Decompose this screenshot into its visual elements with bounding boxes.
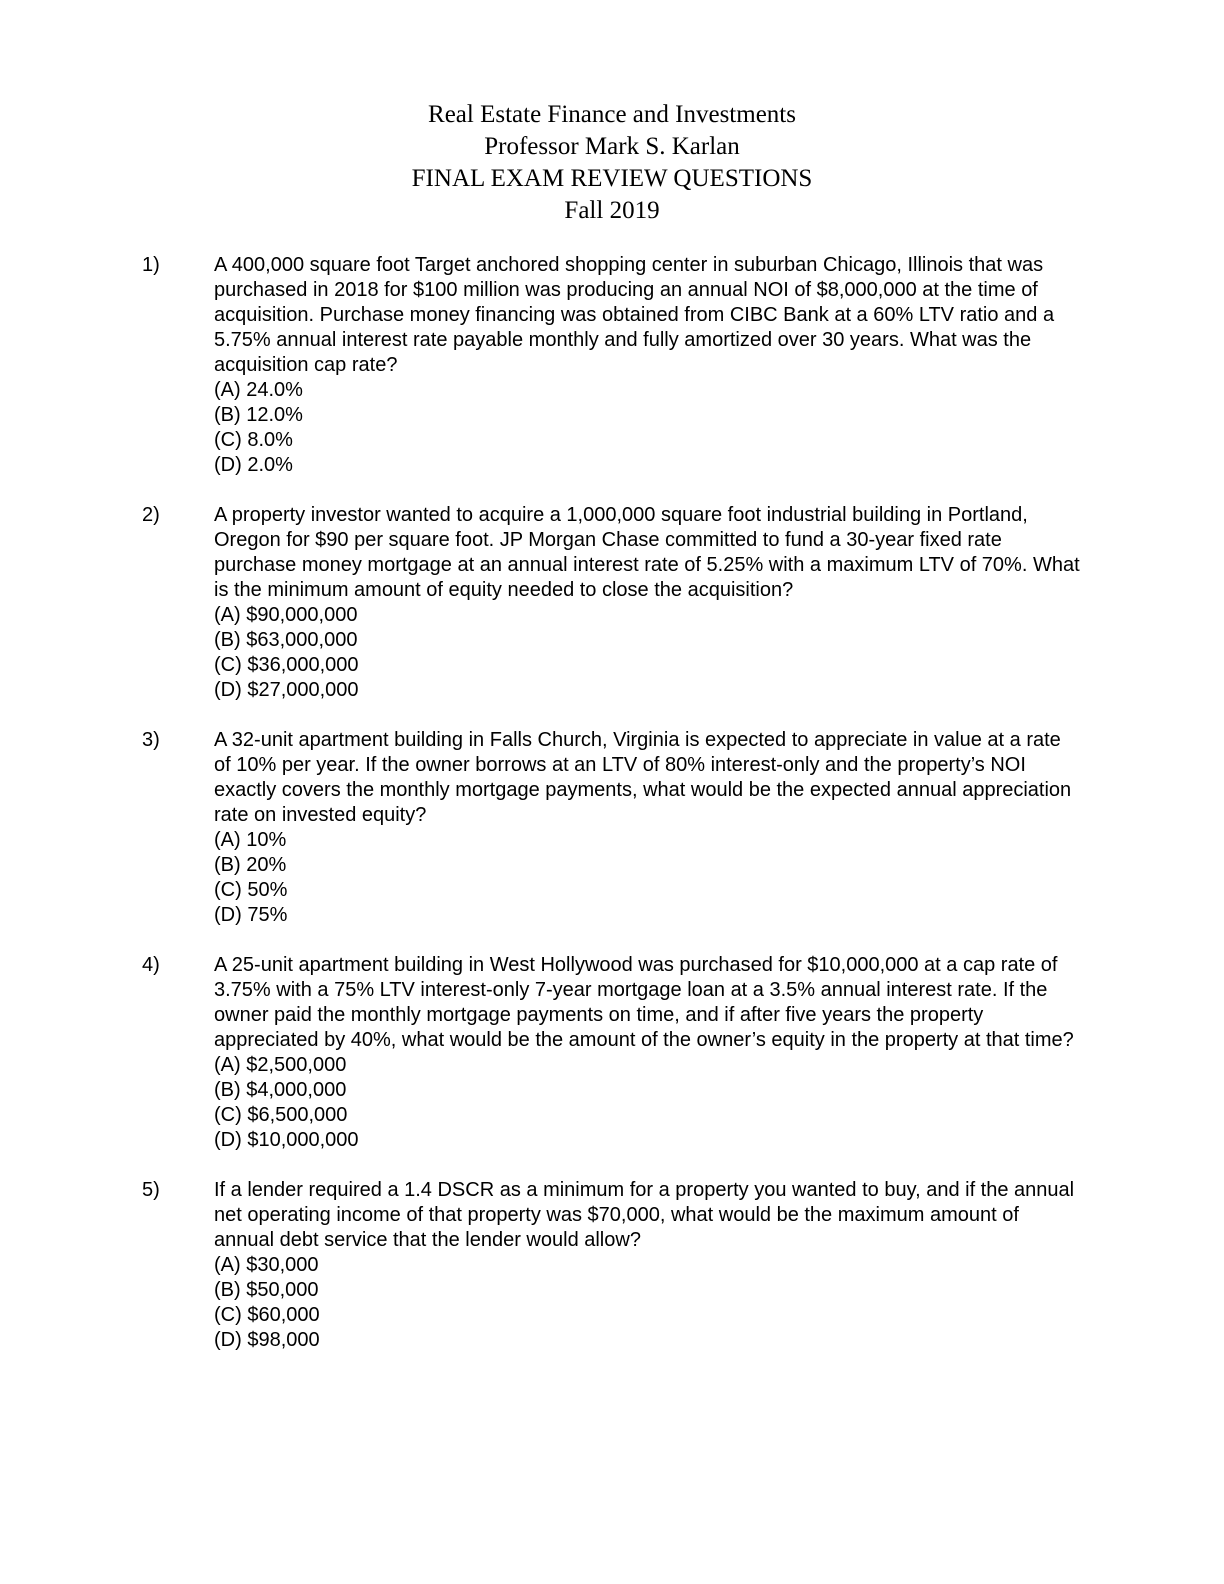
option-a: (A) $90,000,000	[214, 604, 358, 626]
professor-name: Professor Mark S. Karlan	[484, 133, 740, 160]
question-2	[142, 503, 1082, 703]
question-5	[142, 1178, 1082, 1353]
question-number: 3)	[142, 729, 160, 751]
question-3	[142, 728, 1082, 928]
question-number: 4)	[142, 954, 160, 976]
option-d: (D) $98,000	[214, 1329, 320, 1351]
option-d: (D) $27,000,000	[214, 679, 359, 701]
option-d: (D) 2.0%	[214, 454, 293, 476]
question-text: A 400,000 square foot Target anchored shopping center in suburban Chicago, Illinois that was purchased in 2018 for $100 million was producing an annual NOI of $8,000,000 at the time of acquisition. Purchase money financing was obtained from CIBC Bank at a 60% LTV ratio and a 5.75% annual interest rate payable monthly and fully amortized over 30 years. What was the acquisition cap rate?	[214, 254, 1055, 376]
question-1	[142, 253, 1082, 478]
question-body	[214, 728, 1082, 928]
option-b: (B) $4,000,000	[214, 1079, 347, 1101]
term: Fall 2019	[564, 197, 660, 224]
option-a: (A) 10%	[214, 829, 287, 851]
document-title: FINAL EXAM REVIEW QUESTIONS	[411, 165, 813, 192]
option-c: (C) 50%	[214, 879, 288, 901]
course-title: Real Estate Finance and Investments	[428, 101, 796, 128]
question-body	[214, 503, 1082, 703]
question-number: 1)	[142, 254, 160, 276]
question-number: 5)	[142, 1179, 160, 1201]
option-a: (A) 24.0%	[214, 379, 303, 401]
question-body	[214, 953, 1082, 1153]
option-b: (B) $50,000	[214, 1279, 319, 1301]
option-d: (D) 75%	[214, 904, 288, 926]
option-c: (C) $6,500,000	[214, 1104, 348, 1126]
document-header	[0, 99, 1224, 227]
question-list	[142, 253, 1082, 1378]
question-text: A 25-unit apartment building in West Hollywood was purchased for $10,000,000 at a cap rate of 3.75% with a 75% LTV interest-only 7-year mortgage loan at a 3.5% annual interest rate. If the owner paid the monthly mortgage payments on time, and if after five years the property appreciated by 40%, what would be the amount of the owner’s equity in the property at that time?	[214, 954, 1074, 1051]
option-a: (A) $2,500,000	[214, 1054, 347, 1076]
question-body	[214, 253, 1082, 478]
question-number: 2)	[142, 504, 160, 526]
question-body	[214, 1178, 1082, 1353]
question-text: A 32-unit apartment building in Falls Church, Virginia is expected to appreciate in value at a rate of 10% per year. If the owner borrows at an LTV of 80% interest-only and the property’s NOI exactly covers the monthly mortgage payments, what would be the expected annual appreciation rate on invested equity?	[214, 729, 1072, 826]
option-b: (B) 20%	[214, 854, 287, 876]
option-c: (C) 8.0%	[214, 429, 293, 451]
question-text: If a lender required a 1.4 DSCR as a minimum for a property you wanted to buy, and if the annual net operating income of that property was $70,000, what would be the maximum amount of annual debt service that the lender would allow?	[214, 1179, 1075, 1251]
option-b: (B) 12.0%	[214, 404, 303, 426]
option-c: (C) $36,000,000	[214, 654, 359, 676]
option-b: (B) $63,000,000	[214, 629, 358, 651]
question-text: A property investor wanted to acquire a 1,000,000 square foot industrial building in Portland, Oregon for $90 per square foot. JP Morgan Chase committed to fund a 30-year fixed rate purchase money mortgage at an annual interest rate of 5.25% with a maximum LTV of 70%. What is the minimum amount of equity needed to close the acquisition?	[214, 504, 1080, 601]
option-a: (A) $30,000	[214, 1254, 319, 1276]
question-4	[142, 953, 1082, 1153]
option-d: (D) $10,000,000	[214, 1129, 359, 1151]
option-c: (C) $60,000	[214, 1304, 320, 1326]
